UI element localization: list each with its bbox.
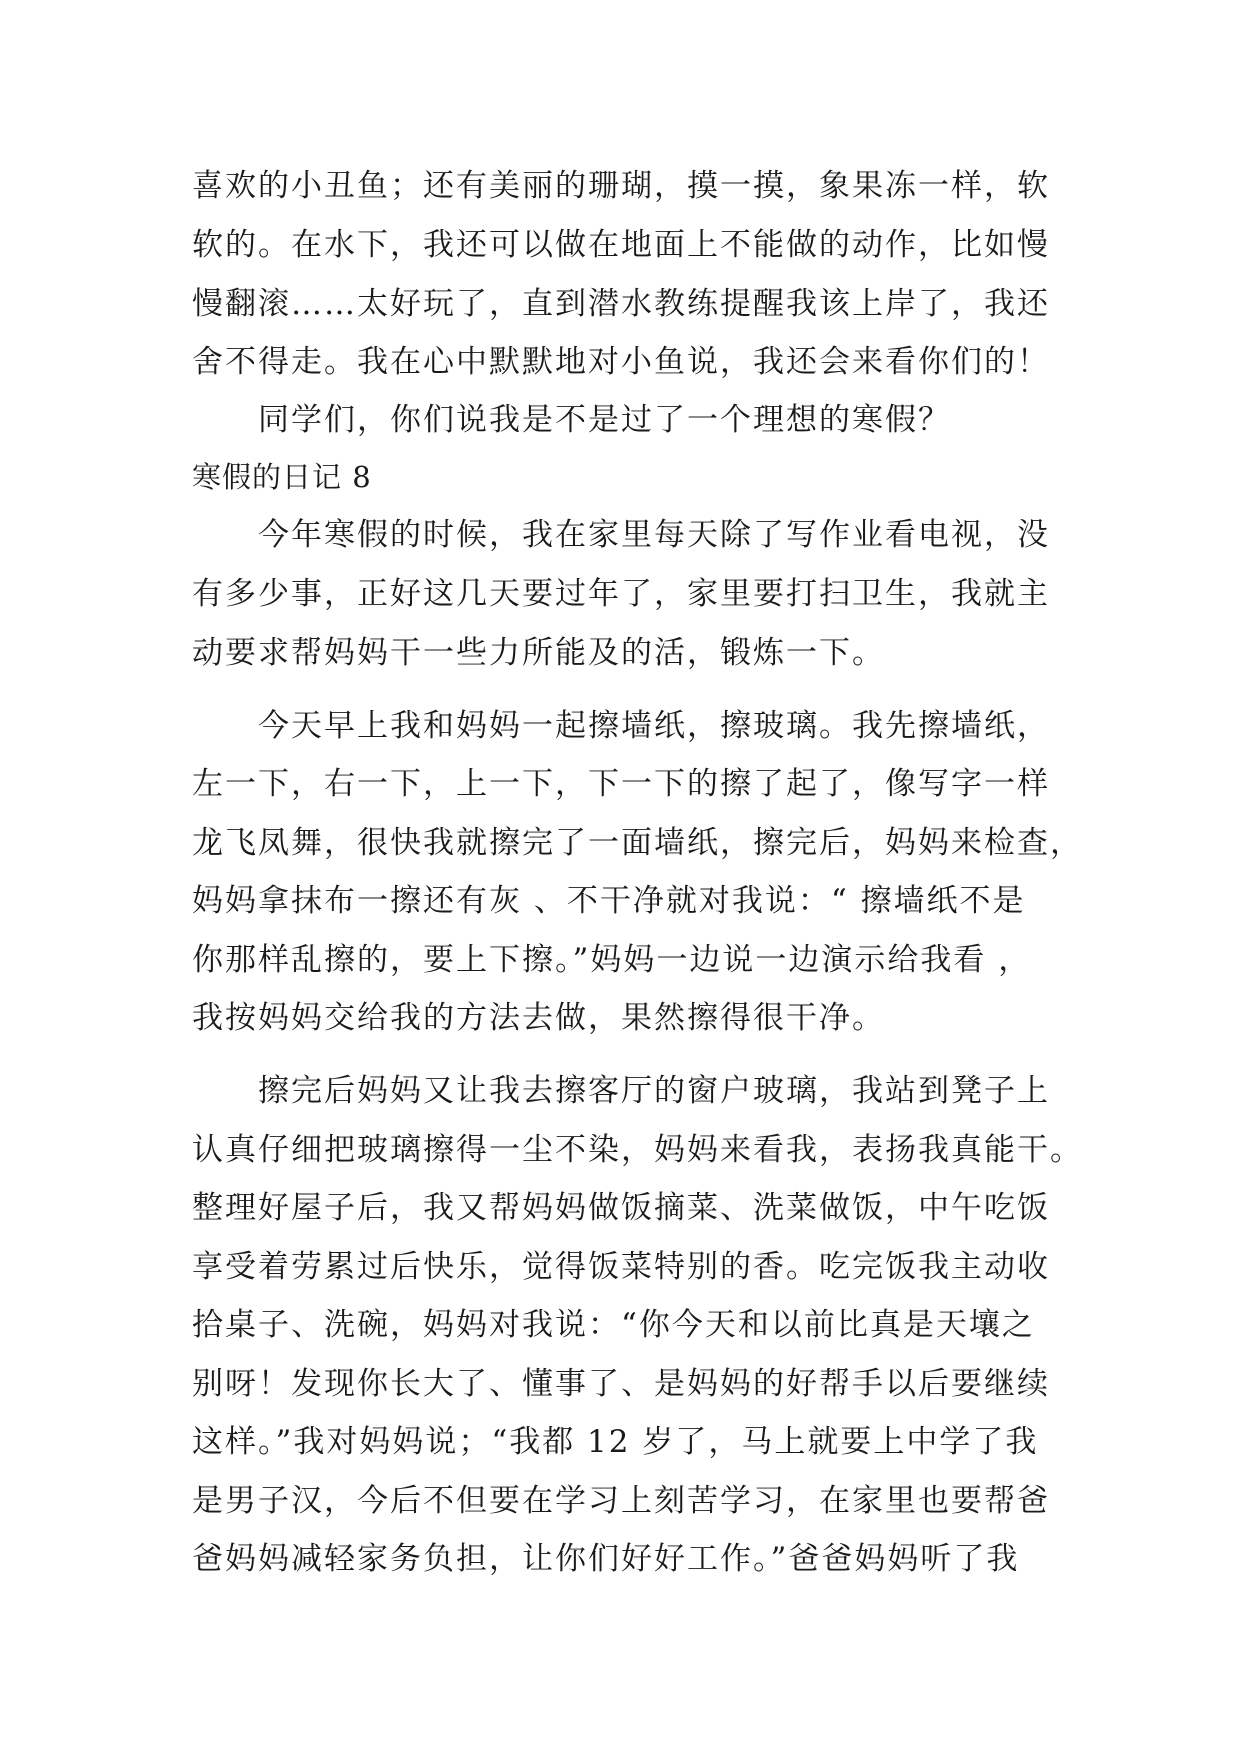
text-line: 今年寒假的时候，我在家里每天除了写作业看电视，没 <box>258 517 1050 553</box>
text-line: 今天早上我和妈妈一起擦墙纸，擦玻璃。我先擦墙纸， <box>258 708 1050 744</box>
text-line: 认真仔细把玻璃擦得一尘不染，妈妈来看我，表扬我真能干。 <box>192 1132 1083 1168</box>
text-line: 是男子汉，今后不但要在学习上刻苦学习，在家里也要帮爸 <box>192 1483 1050 1519</box>
text-line: 擦完后妈妈又让我去擦客厅的窗户玻璃，我站到凳子上 <box>258 1073 1050 1109</box>
text-line: 这样。”我对妈妈说；“我都 12 岁了，马上就要上中学了我 <box>192 1424 1039 1460</box>
text-line: 动要求帮妈妈干一些力所能及的活，锻炼一下。 <box>192 635 885 671</box>
text-line: 你那样乱擦的，要上下擦。”妈妈一边说一边演示给我看 ， <box>192 942 1032 978</box>
text-line: 喜欢的小丑鱼；还有美丽的珊瑚，摸一摸，象果冻一样，软 <box>192 168 1050 204</box>
text-line: 享受着劳累过后快乐，觉得饭菜特别的香。吃完饭我主动收 <box>192 1249 1050 1285</box>
text-line: 我按妈妈交给我的方法去做，果然擦得很干净。 <box>192 1000 885 1036</box>
text-line: 龙飞凤舞，很快我就擦完了一面墙纸，擦完后，妈妈来检查， <box>192 825 1083 861</box>
text-line: 左一下，右一下，上一下，下一下的擦了起了，像写字一样 <box>192 766 1050 802</box>
text-line: 妈妈拿抹布一擦还有灰 、不干净就对我说：“ 擦墙纸不是 <box>192 883 1026 919</box>
text-line: 爸妈妈减轻家务负担，让你们好好工作。”爸爸妈妈听了我 <box>192 1541 1020 1577</box>
section-title: 寒假的日记 8 <box>192 460 372 494</box>
closing-line: 同学们，你们说我是不是过了一个理想的寒假？ <box>258 402 951 438</box>
text-line: 有多少事，正好这几天要过年了，家里要打扫卫生，我就主 <box>192 576 1050 612</box>
text-line: 整理好屋子后，我又帮妈妈做饭摘菜、洗菜做饭，中午吃饭 <box>192 1190 1050 1226</box>
text-line: 软的。在水下，我还可以做在地面上不能做的动作，比如慢 <box>192 227 1050 263</box>
text-line: 拾桌子、洗碗，妈妈对我说：“你今天和以前比真是天壤之 <box>192 1307 1035 1343</box>
text-line: 舍不得走。我在心中默默地对小鱼说，我还会来看你们的！ <box>192 344 1050 380</box>
text-line: 慢翻滚……太好玩了，直到潜水教练提醒我该上岸了，我还 <box>192 286 1050 322</box>
text-line: 别呀！发现你长大了、懂事了、是妈妈的好帮手以后要继续 <box>192 1366 1050 1402</box>
